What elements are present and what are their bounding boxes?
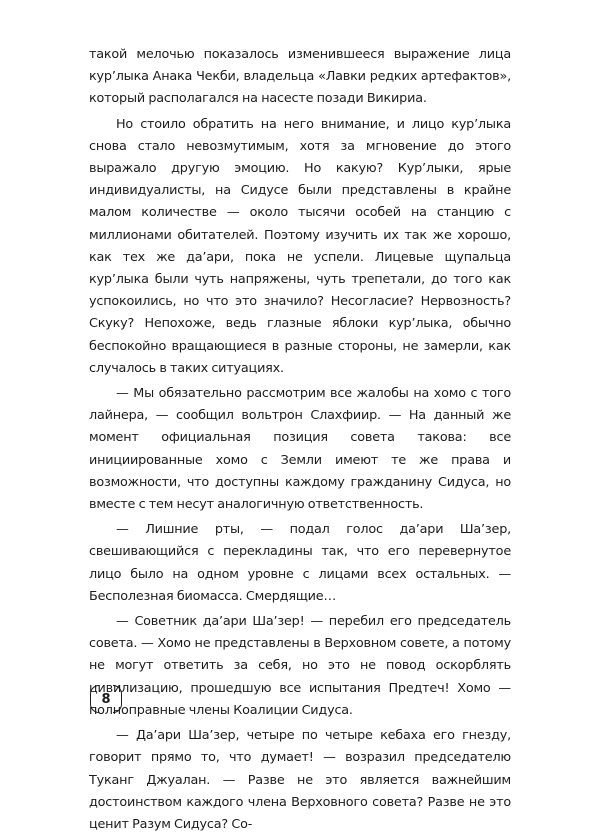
paragraph: — Лишние рты, — подал голос да’ари Ша’зер, свешивающийся с перекладины так, что его перевернутое лицо было на одном уровне с лицами всех остальных. — Бесполезная биомасса. Смердящие…	[89, 522, 511, 604]
page-number: 8	[88, 681, 124, 717]
page-body	[89, 44, 511, 836]
paragraph-continuation: такой мелочью показалось изменившееся выражение лица кур’лыка Анака Чекби, владельца «Лавки редких артефактов», который располагался на насесте позади Викириа.	[89, 47, 511, 107]
paragraph: — Мы обязательно рассмотрим все жалобы на хомо с того лайнера, — сообщил вольтрон Слахфиир. — На данный же момент официальная позиция совета такова: все инициированные хомо с Земли имеют те же права и возможности, что доступны каждому гражданину Сидуса, но вместе с тем несут аналогичную ответственность.	[89, 386, 511, 513]
paragraph: — Да’ари Ша’зер, четыре по четыре кебаха его гнезду, говорит прямо то, что думает! — возразил председателю Туканг Джуалан. — Разве не это является важнейшим достоинством каждого члена Верховного совета? Разве не это ценит Разум Сидуса? Со-	[89, 728, 511, 832]
paragraph: — Советник да’ари Ша’зер! — перебил его председатель совета. — Хомо не представлены в Верховном совете, а потому не могут ответить за себя, но это не повод оскорблять цивилизацию, прошедшую все испытания Предтеч! Хомо — полноправные члены Коалиции Сидуса.	[89, 614, 511, 718]
paragraph: Но стоило обратить на него внимание, и лицо кур’лыка снова стало невозмутимым, хотя за мгновение до этого выражало другую эмоцию. Но какую? Кур’лыки, ярые индивидуалисты, на Сидусе были представлены в крайне малом количестве — около тысячи особей на станцию с миллионами обитателей. Поэтому изучить их так же хорошо, как тех же да’ари, пока не успели. Лицевые щупальца кур’лыка были чуть напряжены, чуть трепетали, до того как успокоились, но что это значило? Несогласие? Нервозность? Скуку? Непохоже, ведь глазные яблоки кур’лыка, обычно беспокойно вращающиеся в разные стороны, не замерли, как случалось в таких ситуациях.	[89, 116, 511, 376]
